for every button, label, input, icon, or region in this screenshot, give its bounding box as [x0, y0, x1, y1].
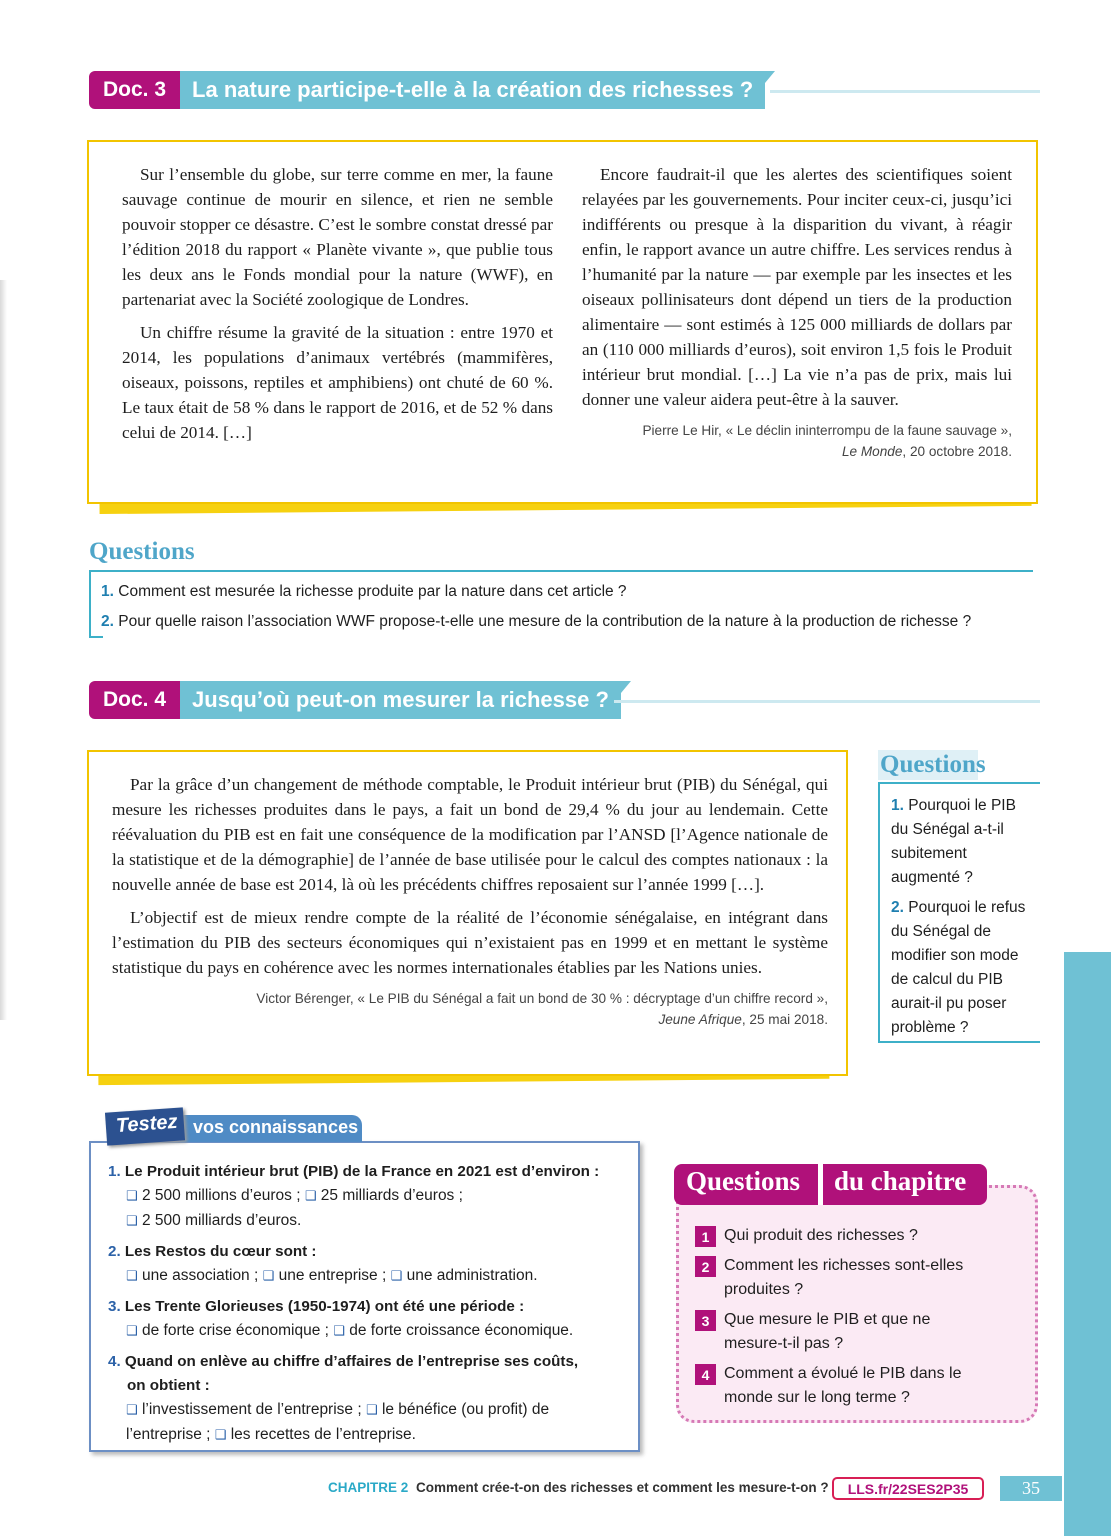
testez-q1-opt-2: 25 milliards d’euros ;: [320, 1187, 463, 1204]
chapter-questions-title-b: du chapitre: [834, 1166, 967, 1196]
testez-content: [91, 1143, 638, 1448]
doc3-paragraph-3: Encore faudrait-il que les alertes des scientifiques soient relayées par les gouvernements. Pour inciter ceux-ci, jusqu’ici indifférents ou presque à la disparition du vivant, à réagir enfin, le rapport avance un autre chiffre. Les services rendus à l’humanité par la nature — par exemple par les insectes et les oiseaux pollinisateurs dont dépend un tiers de la production alimentaire — sont estimés à 125 000 milliards de dollars par an (110 000 milliards d’euros), soit environ 1,5 fois le Produit intérieur brut mondial. […] La vie n’a pas de prix, mais lui donner une valeur aidera peut-être à la sauver.: [582, 165, 1012, 409]
testez-q2-text: Les Restos du cœur sont :: [124, 1243, 317, 1260]
doc4-title: Jusqu’où peut-on mesurer la richesse ?: [180, 681, 621, 719]
doc4-body: [112, 772, 828, 1030]
doc4-paragraph-2: L’objectif est de mieux rendre compte de la réalité de l’économie sénégalaise, en intégrant dans l’estimation du PIB des secteurs économiques qui n’existaient pas en 1999 et en mettant le système statistique du pays en cohérence avec les normes internationales établies par les Nations unies.: [112, 908, 828, 977]
testez-q1: [108, 1160, 638, 1184]
questions4-item-2: [891, 896, 1030, 1040]
doc4-article-frame: [87, 750, 848, 1076]
footer-running-title: [328, 1480, 829, 1495]
questions3-item-2-num: 2.: [101, 613, 114, 630]
testez-q4-opt-1: l’investissement de l’entreprise ;: [141, 1401, 362, 1418]
testez-q3-opt-1: de forte crise économique ;: [141, 1322, 329, 1339]
doc4-paragraph-1: Par la grâce d’un changement de méthode comptable, le Produit intérieur brut (PIB) du Sénégal, qui mesure les richesses produites dans le pays, a fait un bond de 29,4 % du jour au lendemain. Cette réévaluation du PIB est en fait une conséquence de la modification par l’ANSD [l’Agence nationale de la statistique et de la démographie] de l’année de base utilisée pour le calcul des comptes nationaux : la nouvelle année de base est 2014, là où les précédents chiffres reposaient sur l’année 1999 […].: [112, 775, 828, 894]
chapter-question-1-text: [724, 1224, 918, 1248]
testez-q2-opt-3: une administration.: [406, 1267, 538, 1284]
checkbox-icon[interactable]: ❑: [333, 1324, 345, 1339]
testez-q4-text-a: Quand on enlève au chiffre d’affaires de l’entreprise ses coûts,: [124, 1353, 579, 1370]
testez-q3-text: Les Trente Glorieuses (1950-1974) ont été une période :: [124, 1298, 525, 1315]
chapter-question-3-line1: Que mesure le PIB et que ne: [724, 1311, 931, 1328]
chapter-questions-list: [679, 1188, 1035, 1410]
doc3-source-journal: Le Monde: [841, 444, 903, 459]
questions4-box: [878, 782, 1040, 1043]
questions4-item-2-text: Pourquoi le refus du Sénégal de modifier son mode de calcul du PIB aurait-il pu poser problème ?: [891, 899, 1026, 1036]
testez-subtitle: vos connaissances: [193, 1117, 359, 1137]
chapter-question-4-num: 4: [695, 1364, 716, 1385]
chapter-question-3-text: [724, 1308, 930, 1356]
chapter-question-1-num: 1: [695, 1226, 716, 1247]
questions4-item-1-num: 1.: [891, 797, 904, 814]
checkbox-icon[interactable]: ❑: [214, 1428, 227, 1443]
doc4-source: [112, 988, 828, 1030]
doc3-tag: Doc. 3: [89, 71, 180, 109]
chapter-question-2-line2: produites ?: [724, 1281, 804, 1298]
doc3-column-left: [122, 162, 553, 453]
checkbox-icon[interactable]: ❑: [126, 1214, 138, 1229]
testez-q4-options: [108, 1398, 638, 1448]
doc3-column-right: [582, 162, 1012, 462]
checkbox-icon[interactable]: ❑: [126, 1189, 138, 1204]
questions3-box-foot: [89, 636, 103, 638]
testez-q1-opt-3: 2 500 milliards d’euros.: [141, 1212, 302, 1229]
doc3-paragraph-2: Un chiffre résume la gravité de la situation : entre 1970 et 2014, les populations d’animaux vertébrés (mammifères, oiseaux, poissons, reptiles et amphibiens) ont chuté de 60 %. Le taux était de 58 % dans le rapport de 2016, et de 52 % dans celui de 2014. […]: [122, 323, 553, 442]
chapter-questions-title-divider: [818, 1164, 823, 1205]
questions3-item-2-text: Pour quelle raison l’association WWF propose-t-elle une mesure de la contribution de la nature à la production de richesse ?: [118, 613, 972, 630]
testez-q2-opt-2: une entreprise ;: [278, 1267, 387, 1284]
chapter-question-1: [695, 1224, 1035, 1248]
chapter-question-3-num: 3: [695, 1310, 716, 1331]
questions3-item-1: [91, 572, 1033, 607]
checkbox-icon[interactable]: ❑: [126, 1324, 138, 1339]
questions4-title: Questions: [880, 751, 986, 778]
testez-q3-num: 3.: [108, 1298, 121, 1315]
testez-q1-text: Le Produit intérieur brut (PIB) de la France en 2021 est d’environ :: [124, 1163, 600, 1180]
chapter-question-2-text: [724, 1254, 963, 1302]
doc4-header-rule: [614, 700, 1040, 703]
questions4-item-2-num: 2.: [891, 899, 904, 916]
chapter-question-2-line1: Comment les richesses sont-elles: [724, 1257, 964, 1274]
chapter-question-2-num: 2: [695, 1256, 716, 1277]
testez-q2-options: [108, 1264, 638, 1289]
testez-q4-opt-2: le bénéfice (ou profit) de: [381, 1401, 550, 1418]
chapter-question-4: [695, 1362, 1035, 1410]
checkbox-icon[interactable]: ❑: [390, 1269, 403, 1284]
doc3-source-author: Pierre Le Hir, « Le déclin ininterrompu de la faune sauvage »,: [642, 423, 1012, 438]
testez-q2-opt-1: une association ;: [141, 1267, 259, 1284]
doc3-source: [582, 420, 1012, 462]
testez-q2: [108, 1240, 638, 1264]
chapter-questions-title-a: Questions: [686, 1166, 801, 1196]
page-edge-shadow: [0, 280, 7, 1020]
chapter-question-3-line2: mesure-t-il pas ?: [724, 1335, 844, 1352]
testez-q1-opt-1: 2 500 millions d’euros ;: [141, 1187, 301, 1204]
chapter-questions-box: [676, 1185, 1038, 1423]
doc4-header: [89, 681, 631, 719]
doc3-title-corner: [765, 71, 775, 83]
testez-q4-text-b: on obtient :: [127, 1377, 210, 1394]
questions4-list: [880, 784, 1030, 1040]
chapter-question-3: [695, 1308, 1035, 1356]
doc4-source-journal: Jeune Afrique: [658, 1012, 742, 1027]
testez-q4-opt-2b: l’entreprise ;: [126, 1426, 211, 1443]
questions4-item-1: [891, 794, 1030, 890]
chapter-question-1-line1: Qui produit des richesses ?: [724, 1227, 918, 1244]
doc3-header-rule: [770, 90, 1040, 93]
footer-chapter: CHAPITRE 2: [328, 1480, 409, 1495]
testez-tag: Testez: [115, 1110, 179, 1138]
doc4-source-date: , 25 mai 2018.: [741, 1012, 828, 1027]
doc3-paragraph-1: Sur l’ensemble du globe, sur terre comme en mer, la faune sauvage continue de mourir en silence, et rien ne semble pouvoir stopper ce désastre. C’est le sombre constat dressé par l’édition 2018 du rapport « Planète vivante », que publie tous les deux ans le Fonds mondial pour la nature (WWF), en partenariat avec la Société zoologique de Londres.: [122, 165, 553, 309]
checkbox-icon[interactable]: ❑: [126, 1403, 138, 1418]
checkbox-icon[interactable]: ❑: [126, 1269, 138, 1284]
chapter-question-2: [695, 1254, 1035, 1302]
doc4-tag: Doc. 4: [89, 681, 180, 719]
questions3-item-1-text: Comment est mesurée la richesse produite par la nature dans cet article ?: [118, 583, 627, 600]
testez-q1-options: [108, 1184, 638, 1234]
footer-link[interactable]: LLS.fr/22SES2P35: [832, 1477, 984, 1500]
checkbox-icon[interactable]: ❑: [365, 1403, 378, 1418]
testez-q1-num: 1.: [108, 1163, 121, 1180]
checkbox-icon[interactable]: ❑: [262, 1269, 275, 1284]
side-band: [1064, 952, 1111, 1536]
checkbox-icon[interactable]: ❑: [304, 1189, 317, 1204]
doc4-source-author: Victor Bérenger, « Le PIB du Sénégal a fait un bond de 30 % : décryptage d’un chiffre record »,: [256, 991, 828, 1006]
testez-q3-opt-2: de forte croissance économique.: [349, 1322, 574, 1339]
testez-q3: [108, 1295, 638, 1319]
testez-box: [89, 1141, 640, 1452]
questions3-box: [89, 570, 1033, 638]
testez-q4-opt-3: les recettes de l’entreprise.: [230, 1426, 416, 1443]
footer-chapter-title: Comment crée-t-on des richesses et comment les mesure-t-on ?: [416, 1480, 829, 1495]
page-number: 35: [1000, 1476, 1062, 1501]
chapter-question-4-line1: Comment a évolué le PIB dans le: [724, 1365, 962, 1382]
testez-q4: [108, 1350, 638, 1374]
questions3-title: Questions: [89, 538, 195, 565]
questions4-item-1-text: Pourquoi le PIB du Sénégal a-t-il subitement augmenté ?: [891, 797, 1016, 886]
chapter-question-4-line2: monde sur le long terme ?: [724, 1389, 910, 1406]
questions3-item-2: [91, 607, 1033, 637]
doc3-header: [89, 71, 775, 109]
doc3-title: La nature participe-t-elle à la création des richesses ?: [180, 71, 765, 109]
testez-q3-options: [108, 1319, 638, 1344]
testez-q4-num: 4.: [108, 1353, 121, 1370]
chapter-question-4-text: [724, 1362, 961, 1410]
doc4-title-corner: [621, 681, 631, 693]
doc3-article-frame: [87, 140, 1038, 504]
testez-q2-num: 2.: [108, 1243, 121, 1260]
doc3-source-date: , 20 octobre 2018.: [902, 444, 1012, 459]
questions3-item-1-num: 1.: [101, 583, 114, 600]
